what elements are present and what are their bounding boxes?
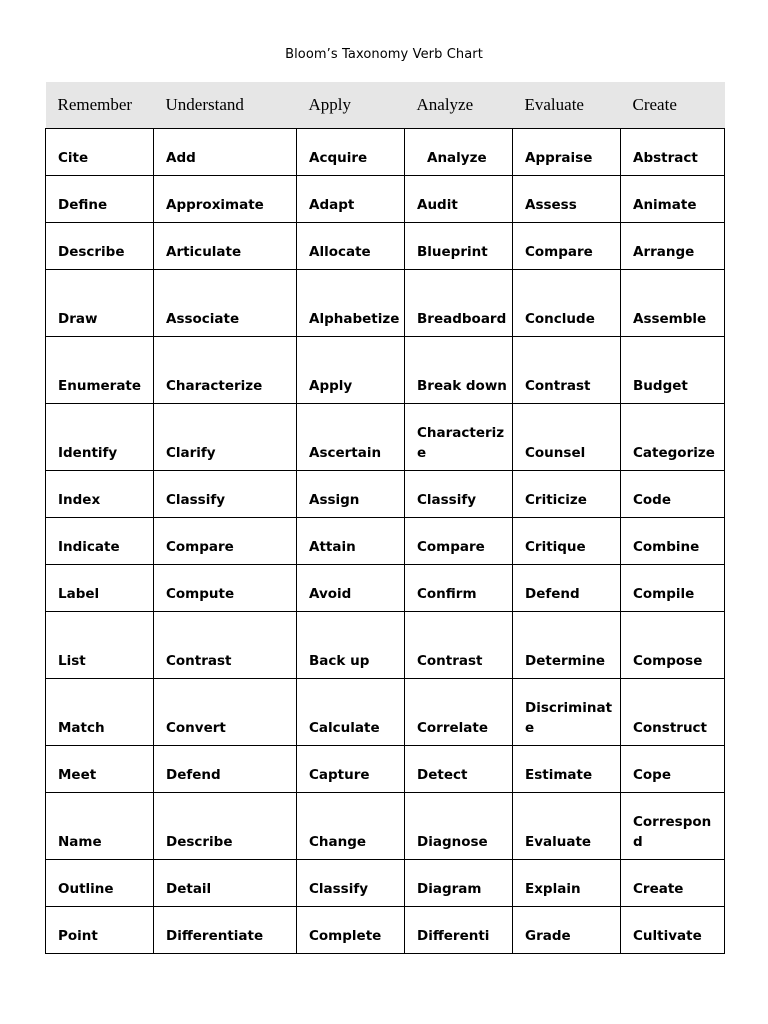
cell-apply: Assign <box>297 470 405 517</box>
cell-understand: Convert <box>154 678 297 745</box>
cell-evaluate: Conclude <box>513 269 621 336</box>
cell-evaluate: Grade <box>513 906 621 953</box>
cell-evaluate: Evaluate <box>513 792 621 859</box>
cell-evaluate: Critique <box>513 517 621 564</box>
table-row <box>46 175 725 222</box>
table-row <box>46 222 725 269</box>
cell-understand: Compare <box>154 517 297 564</box>
cell-apply: Change <box>297 792 405 859</box>
header-apply: Apply <box>297 82 405 128</box>
cell-remember: Draw <box>46 269 154 336</box>
cell-remember: Outline <box>46 859 154 906</box>
cell-apply: Capture <box>297 745 405 792</box>
cell-analyze: Detect <box>405 745 513 792</box>
table-row <box>46 517 725 564</box>
cell-understand: Differentiate <box>154 906 297 953</box>
cell-apply: Back up <box>297 611 405 678</box>
cell-analyze: Differenti <box>405 906 513 953</box>
cell-analyze: Compare <box>405 517 513 564</box>
cell-apply: Ascertain <box>297 403 405 470</box>
table-row <box>46 745 725 792</box>
table-row <box>46 336 725 403</box>
cell-analyze: Confirm <box>405 564 513 611</box>
cell-remember: Meet <box>46 745 154 792</box>
cell-remember: List <box>46 611 154 678</box>
cell-create: Budget <box>621 336 725 403</box>
cell-analyze: Blueprint <box>405 222 513 269</box>
cell-analyze: Breadboard <box>405 269 513 336</box>
cell-analyze: Audit <box>405 175 513 222</box>
cell-analyze: Diagnose <box>405 792 513 859</box>
document-title: Bloom’s Taxonomy Verb Chart <box>285 47 483 62</box>
cell-apply: Avoid <box>297 564 405 611</box>
cell-analyze: Characterize <box>405 403 513 470</box>
cell-create: Cope <box>621 745 725 792</box>
cell-remember: Define <box>46 175 154 222</box>
table-header <box>46 82 725 128</box>
cell-apply: Complete <box>297 906 405 953</box>
cell-analyze: Classify <box>405 470 513 517</box>
cell-understand: Describe <box>154 792 297 859</box>
cell-create: Animate <box>621 175 725 222</box>
cell-apply: Acquire <box>297 128 405 175</box>
cell-create: Compose <box>621 611 725 678</box>
cell-create: Cultivate <box>621 906 725 953</box>
header-analyze: Analyze <box>405 82 513 128</box>
header-remember: Remember <box>46 82 154 128</box>
cell-evaluate: Estimate <box>513 745 621 792</box>
header-create: Create <box>621 82 725 128</box>
cell-evaluate: Discriminate <box>513 678 621 745</box>
table-row <box>46 269 725 336</box>
cell-apply: Calculate <box>297 678 405 745</box>
table-row <box>46 611 725 678</box>
cell-create: Combine <box>621 517 725 564</box>
cell-apply: Allocate <box>297 222 405 269</box>
cell-understand: Compute <box>154 564 297 611</box>
cell-evaluate: Criticize <box>513 470 621 517</box>
cell-apply: Apply <box>297 336 405 403</box>
cell-remember: Name <box>46 792 154 859</box>
cell-understand: Defend <box>154 745 297 792</box>
cell-analyze: Correlate <box>405 678 513 745</box>
cell-understand: Characterize <box>154 336 297 403</box>
cell-remember: Label <box>46 564 154 611</box>
cell-understand: Approximate <box>154 175 297 222</box>
cell-evaluate: Contrast <box>513 336 621 403</box>
cell-evaluate: Counsel <box>513 403 621 470</box>
cell-remember: Enumerate <box>46 336 154 403</box>
cell-evaluate: Assess <box>513 175 621 222</box>
cell-create: Assemble <box>621 269 725 336</box>
cell-create: Abstract <box>621 128 725 175</box>
cell-remember: Cite <box>46 128 154 175</box>
cell-analyze: Break down <box>405 336 513 403</box>
cell-analyze: Analyze <box>405 128 513 175</box>
cell-create: Create <box>621 859 725 906</box>
cell-create: Code <box>621 470 725 517</box>
cell-create: Arrange <box>621 222 725 269</box>
cell-analyze: Diagram <box>405 859 513 906</box>
header-understand: Understand <box>154 82 297 128</box>
cell-understand: Detail <box>154 859 297 906</box>
cell-remember: Index <box>46 470 154 517</box>
table-row <box>46 859 725 906</box>
header-evaluate: Evaluate <box>513 82 621 128</box>
cell-evaluate: Defend <box>513 564 621 611</box>
table-row <box>46 906 725 953</box>
table-row <box>46 792 725 859</box>
cell-create: Construct <box>621 678 725 745</box>
cell-remember: Point <box>46 906 154 953</box>
cell-apply: Adapt <box>297 175 405 222</box>
cell-remember: Indicate <box>46 517 154 564</box>
verb-chart-table <box>45 82 725 954</box>
cell-create: Compile <box>621 564 725 611</box>
table-row <box>46 564 725 611</box>
cell-understand: Associate <box>154 269 297 336</box>
cell-understand: Contrast <box>154 611 297 678</box>
cell-analyze: Contrast <box>405 611 513 678</box>
cell-apply: Classify <box>297 859 405 906</box>
cell-remember: Identify <box>46 403 154 470</box>
table-row <box>46 403 725 470</box>
cell-remember: Match <box>46 678 154 745</box>
cell-apply: Alphabetize <box>297 269 405 336</box>
cell-evaluate: Compare <box>513 222 621 269</box>
table-row <box>46 128 725 175</box>
cell-understand: Classify <box>154 470 297 517</box>
table-row <box>46 678 725 745</box>
cell-evaluate: Determine <box>513 611 621 678</box>
cell-apply: Attain <box>297 517 405 564</box>
table-row <box>46 470 725 517</box>
header-row <box>46 82 725 128</box>
cell-understand: Articulate <box>154 222 297 269</box>
cell-understand: Add <box>154 128 297 175</box>
cell-create: Correspond <box>621 792 725 859</box>
cell-evaluate: Appraise <box>513 128 621 175</box>
cell-understand: Clarify <box>154 403 297 470</box>
table-body <box>46 128 725 953</box>
cell-evaluate: Explain <box>513 859 621 906</box>
cell-remember: Describe <box>46 222 154 269</box>
cell-create: Categorize <box>621 403 725 470</box>
